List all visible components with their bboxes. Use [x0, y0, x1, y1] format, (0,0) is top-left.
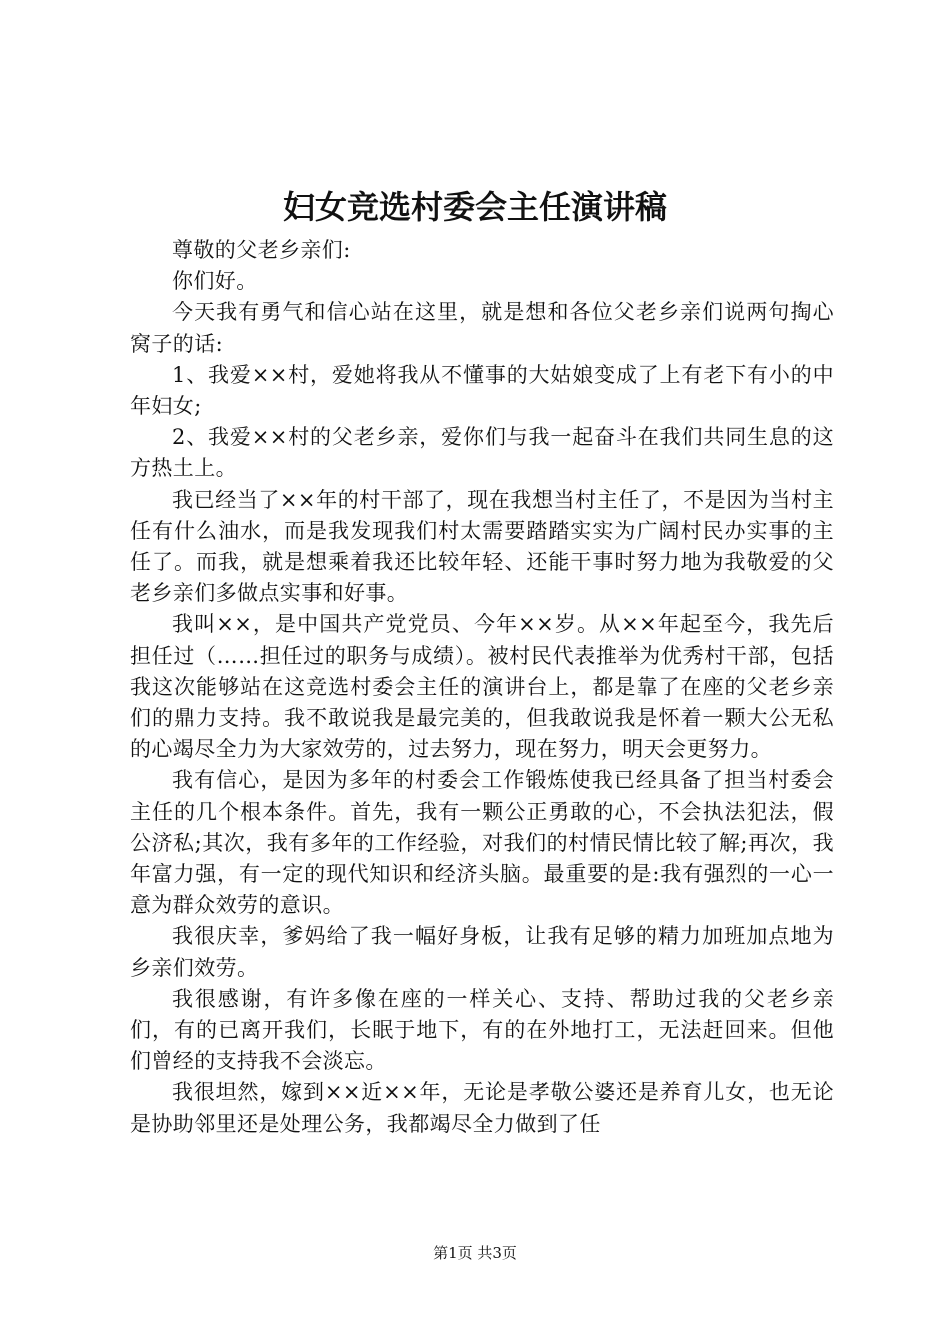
paragraph: 我叫××，是中国共产党党员、今年××岁。从××年起至今，我先后担任过（……担任过的职务与成绩）。被村民代表推举为优秀村干部，包括我这次能够站在这竞选村委会主任的演讲台上，都是靠了在座的父老乡亲们的鼎力支持。我不敢说我是最完美的，但我敢说我是怀着一颗大公无私的心竭尽全力为大家效劳的，过去努力，现在努力，明天会更努力。	[130, 612, 834, 762]
paragraph: 1、我爱××村，爱她将我从不懂事的大姑娘变成了上有老下有小的中年妇女;	[130, 362, 834, 419]
paragraph: 2、我爱××村的父老乡亲，爱你们与我一起奋斗在我们共同生息的这方热土上。	[130, 425, 834, 481]
paragraph: 我很坦然，嫁到××近××年，无论是孝敬公婆还是养育儿女，也无论是协助邻里还是处理公务，我都竭尽全力做到了任	[130, 1080, 834, 1136]
paragraph: 尊敬的父老乡亲们:	[172, 238, 351, 262]
document-title: 妇女竞选村委会主任演讲稿	[282, 188, 667, 226]
paragraph: 我很感谢，有许多像在座的一样关心、支持、帮助过我的父老乡亲们，有的已离开我们，长眠于地下，有的在外地打工，无法赶回来。但他们曾经的支持我不会淡忘。	[130, 986, 834, 1074]
paragraph: 我有信心，是因为多年的村委会工作锻炼使我已经具备了担当村委会主任的几个根本条件。首先，我有一颗公正勇敢的心，不会执法犯法，假公济私;其次，我有多年的工作经验，对我们的村情民情比较了解;再次，我年富力强，有一定的现代知识和经济头脑。最重要的是:我有强烈的一心一意为群众效劳的意识。	[130, 768, 834, 918]
document-body	[130, 235, 834, 1140]
paragraph: 你们好。	[172, 269, 258, 294]
paragraph: 我很庆幸，爹妈给了我一幅好身板，让我有足够的精力加班加点地为乡亲们效劳。	[130, 924, 834, 980]
paragraph: 今天我有勇气和信心站在这里，就是想和各位父老乡亲们说两句掏心窝子的话:	[130, 300, 834, 356]
paragraph: 我已经当了××年的村干部了，现在我想当村主任了，不是因为当村主任有什么油水，而是我发现我们村太需要踏踏实实为广阔村民办实事的主任了。而我，就是想乘着我还比较年轻、还能干事时努力地为我敬爱的父老乡亲们多做点实事和好事。	[130, 487, 834, 606]
page-number-footer: 第1页 共3页	[433, 1244, 517, 1262]
